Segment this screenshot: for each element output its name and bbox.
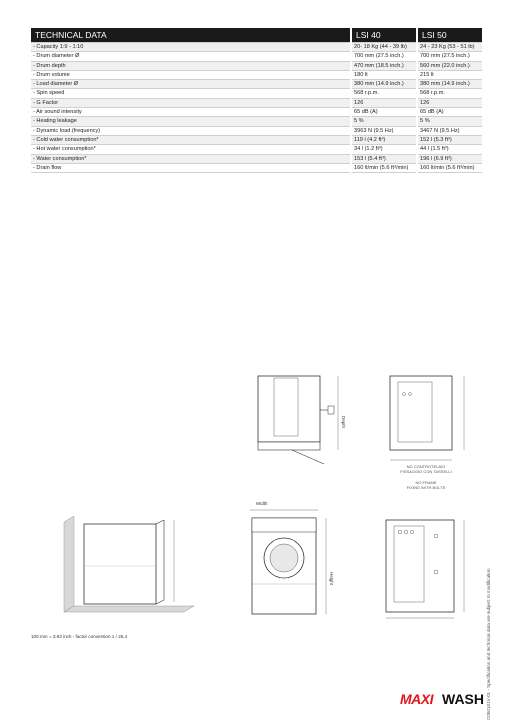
spec-label: - Air sound intensity <box>31 108 351 117</box>
spec-value: 65 dB (A) <box>351 108 417 117</box>
spec-label: - Drum depth <box>31 61 351 70</box>
installation-drawing <box>44 502 204 632</box>
spec-label: - Hot water consumption* <box>31 145 351 154</box>
spec-row <box>31 163 482 172</box>
height-label: Height <box>329 572 334 586</box>
spec-label: - Drum diameter Ø <box>31 52 351 61</box>
spec-row <box>31 117 482 126</box>
spec-value: 119 l (4.2 ft³) <box>351 135 417 144</box>
spec-value: 3963 N (9.5 Hz) <box>351 126 417 135</box>
spec-value: 196 l (6.9 ft³) <box>417 154 482 163</box>
spec-value: 470 mm (18.5 inch.) <box>351 61 417 70</box>
spec-value: 34 l (1.2 ft³) <box>351 145 417 154</box>
spec-label: - Heating leakage <box>31 117 351 126</box>
technical-data-table <box>31 28 482 173</box>
spec-value: LSI 50 <box>417 28 482 43</box>
front-view-drawing <box>244 500 334 622</box>
spec-value: 215 lt <box>417 70 482 79</box>
spec-label: TECHNICAL DATA <box>31 28 351 43</box>
dimension-note: 100 mm = 3.93 inch - factor conversion 1 / 25,4 <box>31 634 128 639</box>
spec-label: - Drum volume <box>31 70 351 79</box>
spec-row <box>31 154 482 163</box>
spec-label: - Spin speed <box>31 89 351 98</box>
spec-row <box>31 126 482 135</box>
frame-notes: NO CONTROTELAIO FISSAGGIO CON TASSELLI NO FRAME FIXING WITH BOLTS <box>400 464 452 490</box>
spec-value: 380 mm (14.9 inch.) <box>417 80 482 89</box>
spec-value: 3467 N (9.5 Hz) <box>417 126 482 135</box>
spec-label: - Capacity 1:9 - 1:10 <box>31 43 351 52</box>
maxiwash-logo: MAXI WASH <box>400 691 484 707</box>
spec-row <box>31 135 482 144</box>
spec-label: - Drain flow <box>31 163 351 172</box>
spec-value: 5 % <box>417 117 482 126</box>
table-header <box>31 28 482 43</box>
spec-row <box>31 145 482 154</box>
spec-value: 24 - 23 Kg (53 - 51 lb) <box>417 43 482 52</box>
spec-row <box>31 89 482 98</box>
spec-label: - G Factor <box>31 98 351 107</box>
spec-label: - Load diameter Ø <box>31 80 351 89</box>
spec-value: 153 l (5.4 ft³) <box>351 154 417 163</box>
spec-value: 380 mm (14.9 inch.) <box>351 80 417 89</box>
spec-row <box>31 98 482 107</box>
spec-label: - Cold water consumption* <box>31 135 351 144</box>
spec-row <box>31 43 482 52</box>
spec-value: 5 % <box>351 117 417 126</box>
spec-row <box>31 108 482 117</box>
spec-label: - Water consumption* <box>31 154 351 163</box>
spec-value: 126 <box>351 98 417 107</box>
spec-row <box>31 70 482 79</box>
spec-value: 180 lt <box>351 70 417 79</box>
spec-value: 20- 18 Kg (44 - 39 lb) <box>351 43 417 52</box>
spec-value: 160 lt/min (5.6 ft³/min) <box>351 163 417 172</box>
spec-value: 152 l (5.3 ft³) <box>417 135 482 144</box>
width-label: Width <box>256 501 268 506</box>
spec-value: 700 mm (27.5 inch.) <box>351 52 417 61</box>
spec-value: 65 dB (A) <box>417 108 482 117</box>
spec-value: 568 r.p.m. <box>351 89 417 98</box>
spec-value: LSI 40 <box>351 28 417 43</box>
back-view-drawing <box>384 372 480 472</box>
spec-row <box>31 61 482 70</box>
spec-value: 126 <box>417 98 482 107</box>
spec-row <box>31 52 482 61</box>
spec-label: - Dynamic load (frequency) <box>31 126 351 135</box>
spec-value: 160 lt/min (5.6 ft³/min) <box>417 163 482 172</box>
spec-row <box>31 80 482 89</box>
spec-value: 568 r.p.m. <box>417 89 482 98</box>
side-view-drawing <box>252 370 348 470</box>
spec-value: 700 mm (27.5 inch.) <box>417 52 482 61</box>
spec-value: 560 mm (22.0 inch.) <box>417 61 482 70</box>
depth-label: Depth <box>341 416 346 429</box>
spec-value: 44 l (1.5 ft³) <box>417 145 482 154</box>
rear-connections-drawing <box>376 512 472 622</box>
side-note: C050101V-01 - Specification and technical data are subject to modification. <box>486 567 491 720</box>
